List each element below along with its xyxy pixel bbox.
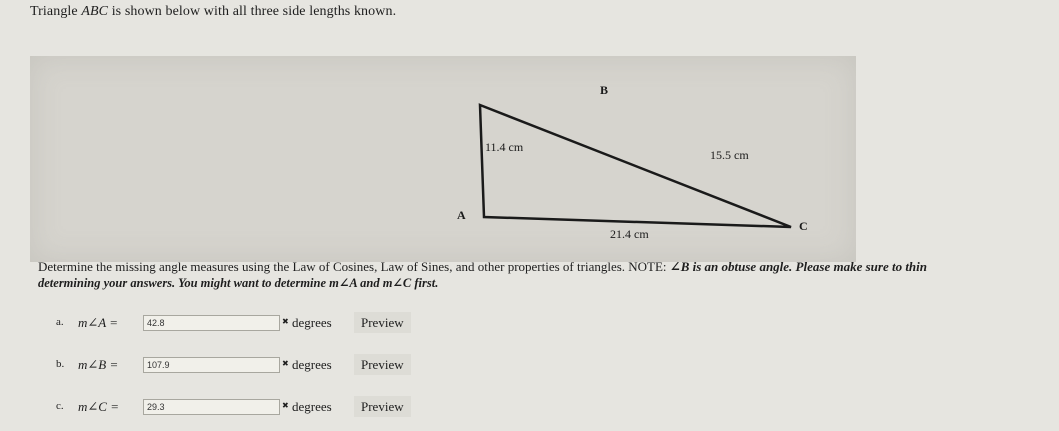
unit-label: degrees xyxy=(292,315,332,330)
line2-prefix: determining your answers. You might want to determine xyxy=(38,276,330,290)
angle-b-input[interactable] xyxy=(143,357,280,373)
vertex-label-a: A xyxy=(457,208,466,222)
side-label-ac: 21.4 cm xyxy=(610,227,649,241)
answer-letter: a. xyxy=(56,316,64,328)
angle-c-input[interactable] xyxy=(143,399,280,415)
small-x-mark-icon: ✖ xyxy=(282,359,289,368)
vertex-label-b: B xyxy=(600,83,609,97)
small-x-mark-icon: ✖ xyxy=(282,317,289,326)
intro-triangle: ABC xyxy=(81,4,109,19)
side-label-bc: 15.5 cm xyxy=(710,148,749,162)
vertex-label-c: C xyxy=(799,219,808,233)
instructions-main: Determine the missing angle measures using the Law of Cosines, Law of Sines, and other properties of triangles. NOTE: xyxy=(38,259,670,274)
answer-letter: b. xyxy=(56,358,65,370)
unit-label: degrees xyxy=(292,357,332,372)
small-x-mark-icon: ✖ xyxy=(282,401,289,410)
line2-suffix: first. xyxy=(411,276,439,290)
angle-a-input[interactable] xyxy=(143,315,280,331)
instructions-line-2 xyxy=(38,275,1058,291)
answer-letter: c. xyxy=(56,400,64,412)
instructions xyxy=(38,259,1058,291)
triangle-shape xyxy=(480,105,791,227)
problem-intro xyxy=(30,4,396,20)
intro-suffix: is shown below with all three side lengths known. xyxy=(108,4,397,19)
line2-and: and xyxy=(357,276,383,290)
preview-button-b[interactable]: Preview xyxy=(354,354,411,375)
answer-label: m∠A = xyxy=(78,315,119,330)
answer-label: m∠B = xyxy=(78,357,119,372)
instructions-line-1 xyxy=(38,259,1058,275)
intro-prefix: Triangle xyxy=(30,4,82,19)
triangle-figure-panel xyxy=(30,56,856,262)
unit-label: degrees xyxy=(292,399,332,414)
line2-angle-c: m∠C xyxy=(382,276,412,290)
instructions-note-text: is an obtuse angle. Please make sure to thin xyxy=(689,259,928,274)
answer-label: m∠C = xyxy=(78,399,119,414)
preview-button-a[interactable]: Preview xyxy=(354,312,411,333)
instructions-note-angle: ∠B xyxy=(669,259,690,274)
side-label-ab: 11.4 cm xyxy=(485,140,524,154)
preview-button-c[interactable]: Preview xyxy=(354,396,411,417)
line2-angle-a: m∠A xyxy=(329,276,357,290)
triangle-diagram xyxy=(30,56,856,262)
